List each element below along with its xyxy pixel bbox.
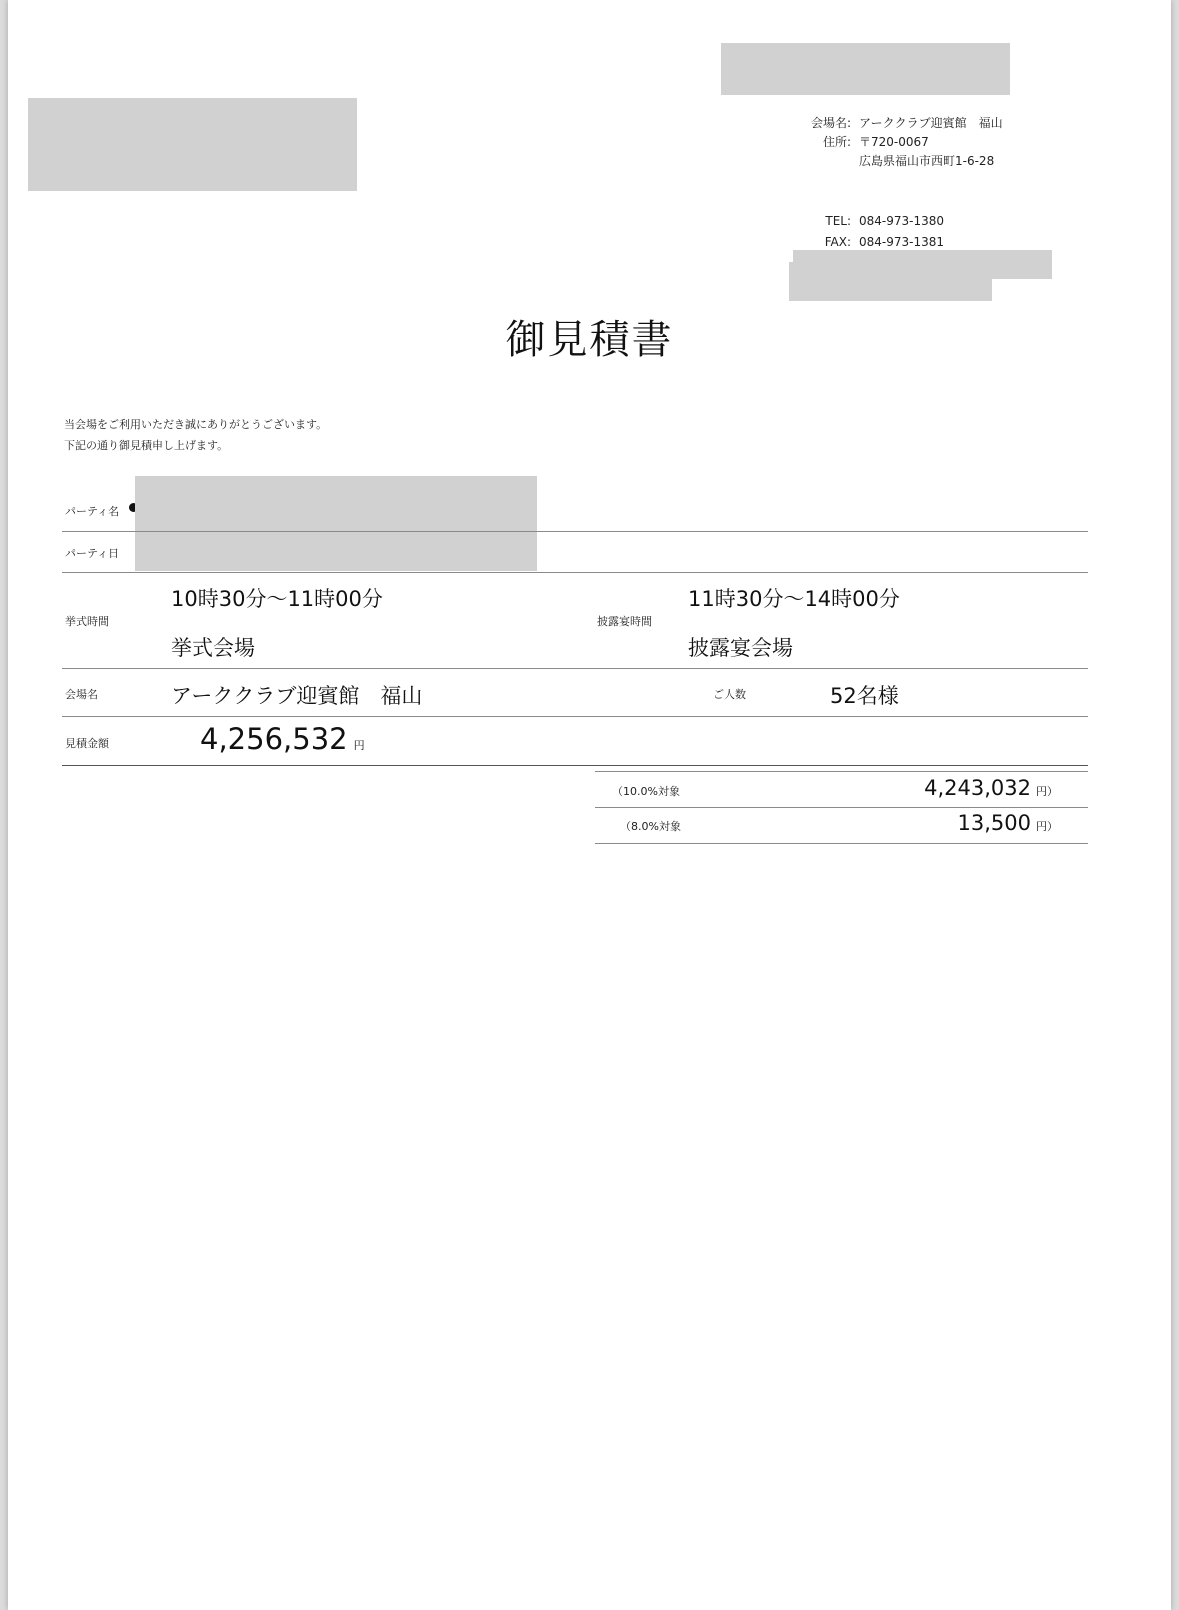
party-name-label: パーティ名	[65, 505, 120, 518]
tax-rate8-value: 13,500	[957, 811, 1031, 835]
greeting-line-2: 下記の通り御見積申し上げます。	[64, 439, 229, 452]
estimate-amount	[200, 722, 365, 756]
guests-label: ご人数	[713, 688, 746, 701]
ceremony-time-label: 挙式時間	[65, 615, 109, 628]
divider-party-name	[62, 531, 1088, 532]
divider-party-date	[62, 572, 1088, 573]
tax-rate10-yen: 円）	[1036, 785, 1058, 798]
address-label: 住所:	[822, 135, 851, 149]
reception-venue-value: 披露宴会場	[688, 636, 793, 660]
document-title: 御見積書	[505, 317, 674, 363]
redacted-party-info	[135, 476, 537, 571]
postal-code: 〒720-0067	[859, 135, 929, 149]
party-date-label: パーティ日	[65, 547, 120, 560]
tax-rate8-amount	[958, 811, 1058, 835]
fax-label: FAX:	[824, 235, 851, 249]
venue-info	[801, 114, 1011, 254]
fax-value: 084-973-1381	[859, 235, 945, 249]
estimate-amount-value: 4,256,532	[200, 722, 348, 756]
estimate-yen: 円	[353, 739, 365, 752]
venue-label: 会場名	[65, 688, 98, 701]
greeting-line-1: 当会場をご利用いただき誠にありがとうございます。	[64, 418, 328, 431]
tax-rate8-label: （8.0%対象	[620, 820, 681, 833]
divider-tax-bottom	[595, 843, 1088, 844]
greeting	[64, 414, 327, 456]
tel-label: TEL:	[825, 214, 851, 228]
venue-name: アーククラブ迎賓館 福山	[171, 684, 423, 708]
guests-value: 52名様	[830, 684, 899, 708]
reception-time-value: 11時30分～14時00分	[688, 587, 900, 611]
document-page	[8, 0, 1171, 1610]
venue-name-label: 会場名:	[810, 116, 851, 130]
reception-time-label: 披露宴時間	[597, 615, 652, 628]
venue-name-value: アーククラブ迎賓館 福山	[859, 116, 1003, 130]
estimate-label: 見積金額	[65, 737, 109, 750]
divider-ceremony	[62, 668, 1088, 669]
divider-estimate	[62, 765, 1088, 766]
redacted-header-block	[721, 43, 1010, 95]
divider-tax-middle	[595, 807, 1088, 808]
address-value: 広島県福山市西町1-6-28	[859, 154, 995, 168]
tax-rate10-amount	[924, 776, 1058, 800]
redacted-contact-block-2	[789, 262, 992, 301]
redacted-recipient-block	[28, 98, 357, 191]
ceremony-time-value: 10時30分～11時00分	[171, 587, 383, 611]
tax-rate10-label: （10.0%対象	[612, 785, 680, 798]
divider-venue	[62, 716, 1088, 717]
tax-rate10-value: 4,243,032	[924, 776, 1031, 800]
tel-value: 084-973-1380	[859, 214, 945, 228]
tax-rate8-yen: 円）	[1036, 820, 1058, 833]
divider-tax-top	[595, 771, 1088, 772]
ceremony-venue-value: 挙式会場	[171, 636, 255, 660]
